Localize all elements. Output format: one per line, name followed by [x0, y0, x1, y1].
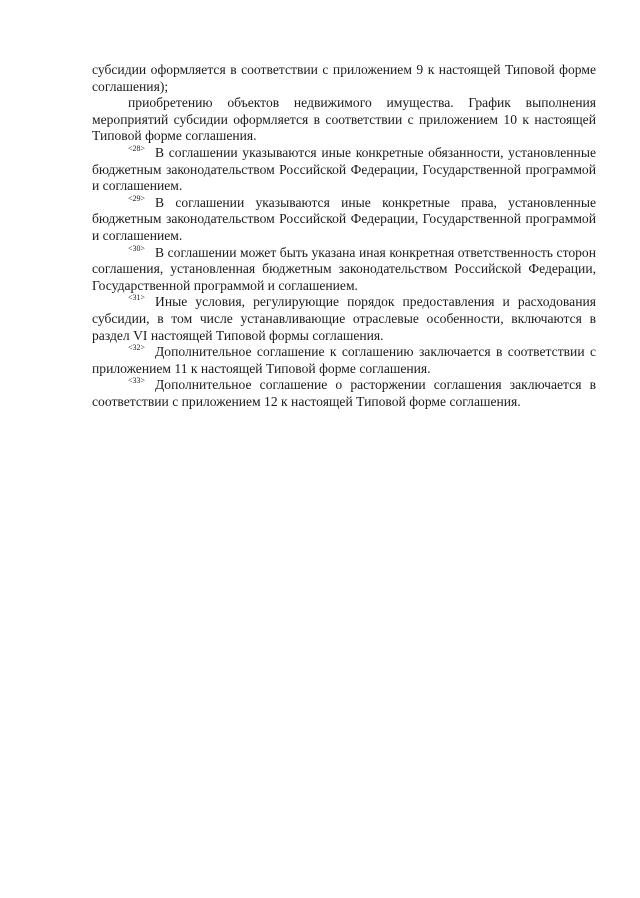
footnote-marker: <28>: [128, 143, 146, 153]
footnote-marker: <33>: [128, 376, 146, 386]
footnote-text: В соглашении может быть указана иная конкретная ответственность сторон соглашения, установленная бюджетным законодательством Российской Федерации, Государственной программой и соглашением.: [92, 244, 596, 293]
paragraph-continuation: [92, 62, 596, 95]
footnote-marker: <29>: [128, 193, 146, 203]
footnote-marker: <30>: [128, 243, 146, 253]
footnote-marker: <31>: [128, 293, 146, 303]
footnote-text: Иные условия, регулирующие порядок предоставления и расходования субсидии, в том числе устанавливающие отраслевые особенности, включаются в раздел VI настоящей Типовой формы соглашения.: [92, 294, 596, 343]
paragraph-text: приобретению объектов недвижимого имущества. График выполнения мероприятий субсидии оформляется в соответствии с приложением 10 к настоящей Типовой форме соглашения.: [92, 95, 596, 144]
document-page: [92, 62, 596, 410]
footnote-30: [92, 245, 596, 295]
paragraph-text: субсидии оформляется в соответствии с приложением 9 к настоящей Типовой форме соглашения);: [92, 62, 596, 94]
footnote-29: [92, 195, 596, 245]
footnote-33: [92, 377, 596, 410]
footnote-28: [92, 145, 596, 195]
footnote-text: Дополнительное соглашение к соглашению заключается в соответствии с приложением 11 к настоящей Типовой форме соглашения.: [92, 344, 596, 376]
footnote-32: [92, 344, 596, 377]
footnote-marker: <32>: [128, 343, 146, 353]
footnote-text: В соглашении указываются иные конкретные обязанности, установленные бюджетным законодательством Российской Федерации, Государственной программой и соглашением.: [92, 144, 596, 194]
paragraph-real-estate: [92, 95, 596, 145]
footnote-text: В соглашении указываются иные конкретные права, установленные бюджетным законодательством Российской Федерации, Государственной программой и соглашением.: [92, 194, 596, 243]
footnote-text: Дополнительное соглашение о расторжении соглашения заключается в соответствии с приложением 12 к настоящей Типовой форме соглашения.: [92, 377, 596, 409]
footnote-31: [92, 294, 596, 344]
